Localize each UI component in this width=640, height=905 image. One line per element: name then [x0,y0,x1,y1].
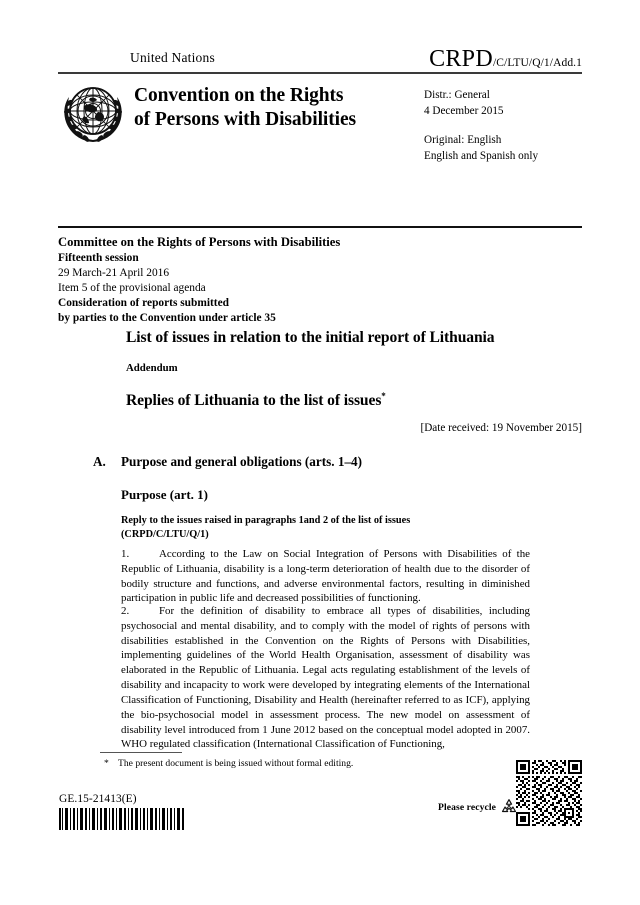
committee-block [58,234,528,327]
convention-title-line2: of Persons with Disabilities [134,108,356,130]
header-rule [58,72,582,74]
committee-rule [58,226,582,228]
recycle-label: Please recycle [438,801,496,813]
replies-title [126,391,386,410]
qr-code [516,760,582,826]
section-a-heading [93,454,533,470]
body-paragraph [121,547,530,606]
distribution-type: Distr.: General [424,89,490,101]
page-title: List of issues in relation to the initial report of Lithuania [126,329,495,346]
paragraph-number: 1. [121,548,130,560]
committee-dates: 29 March-21 April 2016 [58,266,170,279]
masthead [58,46,582,72]
date-received: [Date received: 19 November 2015] [420,422,582,434]
committee-session: Fifteenth session [58,251,139,264]
committee-name: Committee on the Rights of Persons with Disabilities [58,235,341,249]
footnote-star: * [104,758,109,769]
footnote-separator [100,752,182,753]
masthead-top-row [58,46,582,72]
section-a-title: Purpose and general obligations (arts. 1–4) [121,454,363,469]
purpose-heading: Purpose (art. 1) [121,487,209,502]
reply-heading-line1: Reply to the issues raised in paragraphs 1and 2 of the list of issues [121,515,411,526]
recycle-notice [438,797,519,817]
replies-title-text: Replies of Lithuania to the list of issues [126,392,382,410]
paragraph-text: According to the Law on Social Integration of Persons with Disabilities of the Republic of Lithuania, disability is a long-term deterioration of health due to the disorder of bodily structure and functions, and adverse environmental factors, resulting in diminished participation in public life and decreased possibilities of functioning. [121,548,530,605]
un-emblem-icon [60,82,126,146]
spacer [424,120,594,133]
distribution-date: 4 December 2015 [424,104,504,117]
paragraph-text: For the definition of disability to embrace all types of disabilities, including psychosocial and mental disability, and to comply with the model of rights of persons with disabilities established in the Convention on the Rights of Persons with Disabilities, implementing guidelines of the World Health Organisation, assessment of disability was elaborated in the Republic of Lithuania. Legal acts regulating establishment of the levels of disability and incapacity to work were developed by integrating elements of the International Classification of Functioning, Disability and Health (hereinafter referred to as ICF), applying the bio-psychosocial model in assessment process. The new model on assessment of disability level introduced from 1 June 2012 based on the conceptual model adopted in 2007. WHO regulated classification (International Classification of Functioning, [121,605,530,751]
agenda-item: Item 5 of the provisional agenda [58,282,206,295]
document-symbol-main: CRPD [429,46,493,72]
convention-title-line1: Convention on the Rights [134,85,344,106]
distribution-block [424,88,594,165]
footnote-text: The present document is being issued without formal editing. [118,758,354,769]
section-a-letter: A. [93,454,106,469]
barcode [59,808,185,830]
reply-heading-line2: (CRPD/C/LTU/Q/1) [121,528,209,540]
paragraph-number: 2. [121,605,130,617]
footnote [104,758,353,769]
footnote-marker: * [381,391,386,401]
reply-heading [121,514,531,542]
document-symbol-suffix: /C/LTU/Q/1/Add.1 [492,57,582,69]
organization-name: United Nations [130,50,215,65]
original-language: Original: English [424,133,502,146]
body-paragraph [121,604,530,752]
consideration-line1: Consideration of reports submitted [58,297,229,310]
document-symbol [429,46,582,73]
consideration-line2: by parties to the Convention under article 35 [58,312,276,325]
addendum-label: Addendum [126,362,178,374]
job-number: GE.15-21413(E) [59,793,137,805]
convention-title [134,84,404,132]
available-languages: English and Spanish only [424,149,539,162]
